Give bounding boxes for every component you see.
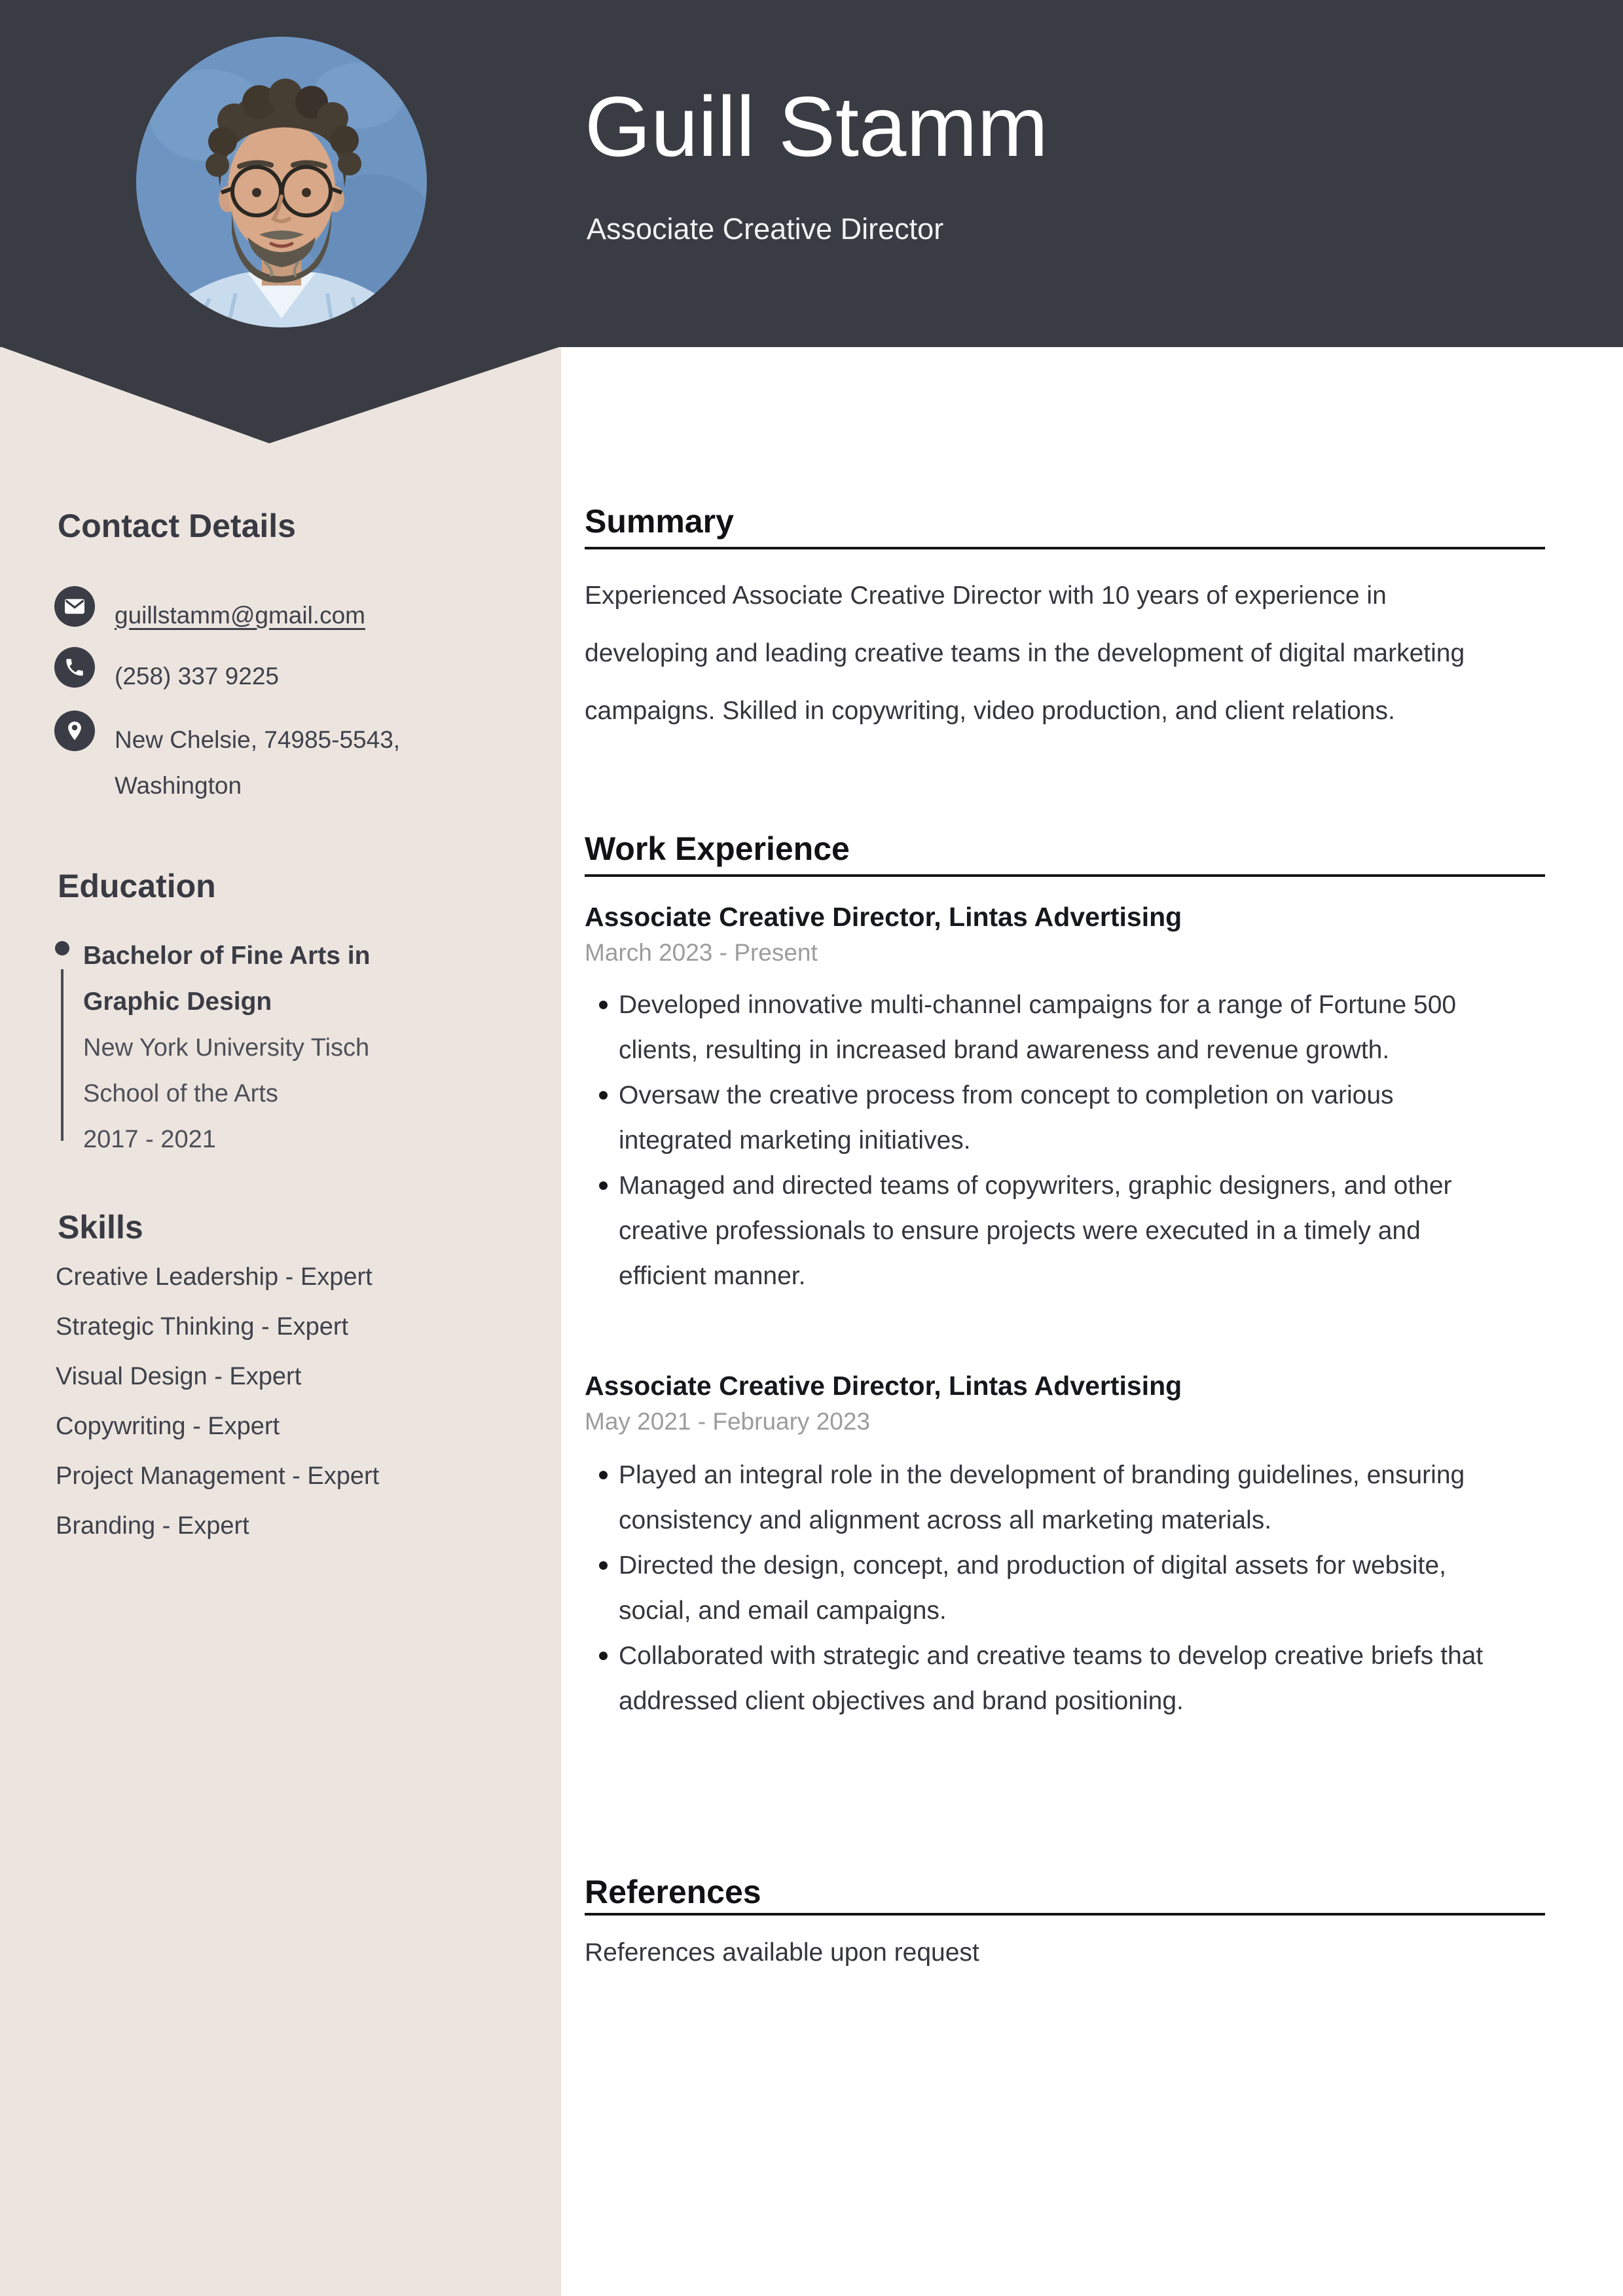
skill-item: Visual Design - Expert (56, 1363, 302, 1390)
email-icon (54, 586, 95, 627)
skill-item: Project Management - Expert (56, 1462, 380, 1490)
contact-row-location (54, 711, 481, 809)
job-bullet: Directed the design, concept, and production of digital assets for website, social, and email campaigns. (585, 1543, 1503, 1633)
skills-list (56, 1252, 514, 1551)
person-job-title: Associate Creative Director (587, 212, 944, 246)
references-text: References available upon request (585, 1938, 979, 1967)
job-bullet-list (585, 1453, 1503, 1724)
job-bullet: Played an integral role in the development of branding guidelines, ensuring consistency and alignment across all marketing materials. (585, 1453, 1503, 1543)
skill-item: Copywriting - Expert (56, 1413, 280, 1440)
references-divider (585, 1913, 1545, 1916)
job-bullet-list (585, 982, 1503, 1299)
job-bullet: Oversaw the creative process from concept to completion on various integrated marketing initiatives. (585, 1073, 1503, 1163)
job-dates: May 2021 - February 2023 (585, 1408, 871, 1435)
contact-details-heading: Contact Details (58, 508, 296, 544)
contact-row-email (54, 586, 481, 639)
work-experience-divider (585, 874, 1545, 877)
phone-number: (258) 337 9225 (115, 663, 279, 690)
skill-item: Creative Leadership - Expert (56, 1263, 373, 1291)
job-bullet: Developed innovative multi-channel campaigns for a range of Fortune 500 clients, resulting in increased brand awareness and revenue growth. (585, 982, 1503, 1073)
education-school: New York University Tisch School of the Arts (83, 1034, 370, 1107)
education-timeline-line (61, 969, 64, 1141)
education-dates: 2017 - 2021 (83, 1126, 216, 1153)
profile-photo (136, 37, 427, 327)
summary-text: Experienced Associate Creative Director with 10 years of experience in developing and leading creative teams in the development of digital marketing campaigns. Skilled in copywriting, video production, and client relations. (585, 582, 1465, 725)
job-bullet: Collaborated with strategic and creative teams to develop creative briefs that addressed client objectives and brand positioning. (585, 1633, 1503, 1724)
skill-item: Strategic Thinking - Expert (56, 1313, 349, 1341)
job-bullet: Managed and directed teams of copywriters, graphic designers, and other creative professionals to ensure projects were executed in a timely and efficient manner. (585, 1163, 1503, 1299)
job-title: Associate Creative Director, Lintas Advertising (585, 902, 1182, 932)
email-link[interactable]: guillstamm@gmail.com (115, 602, 365, 629)
education-timeline-dot (55, 941, 69, 955)
summary-heading: Summary (585, 503, 734, 540)
work-experience-heading: Work Experience (585, 830, 850, 867)
education-degree: Bachelor of Fine Arts in Graphic Design (83, 942, 371, 1016)
education-heading: Education (58, 868, 216, 904)
education-entry (83, 933, 420, 1162)
skills-heading: Skills (58, 1209, 143, 1246)
references-heading: References (585, 1874, 761, 1910)
job-dates: March 2023 - Present (585, 939, 818, 966)
contact-row-phone (54, 647, 481, 699)
summary-divider (585, 547, 1545, 549)
phone-icon (54, 647, 95, 688)
person-name: Guill Stamm (585, 79, 1048, 174)
job-title: Associate Creative Director, Lintas Advertising (585, 1371, 1182, 1401)
skill-item: Branding - Expert (56, 1512, 249, 1540)
portrait-illustration (136, 37, 427, 327)
location-text: New Chelsie, 74985-5543, Washington (115, 726, 401, 799)
location-icon (54, 711, 95, 751)
